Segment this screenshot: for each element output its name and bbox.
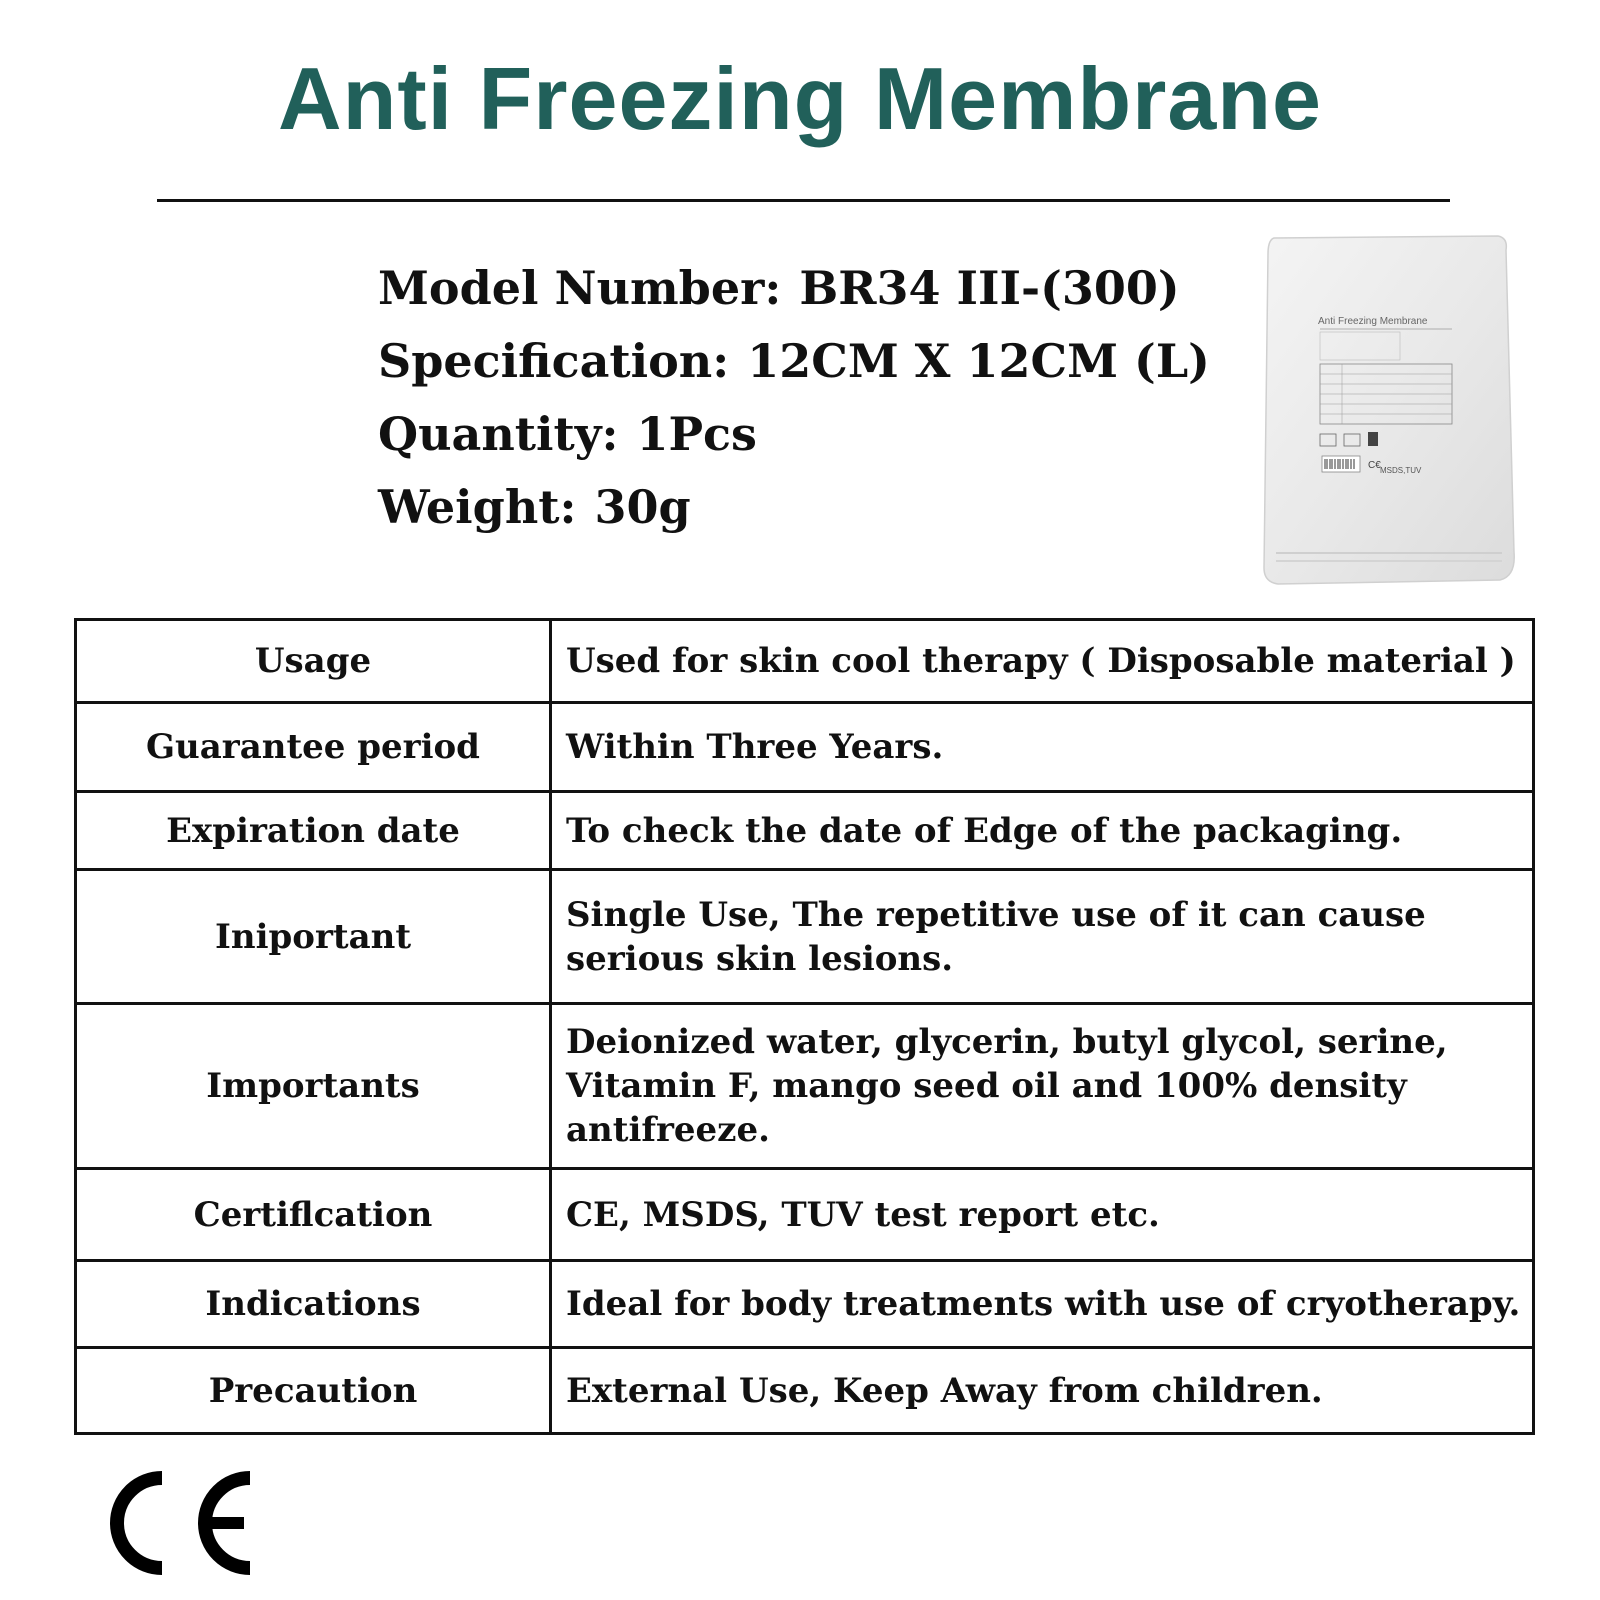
spec-value: 12CM X 12CM (L): [747, 334, 1210, 388]
row-key: Expiration date: [76, 792, 551, 870]
packet-cert: MSDS,TUV: [1380, 466, 1422, 475]
spec-label: Specification:: [378, 334, 730, 388]
spec-weight: [378, 471, 1210, 544]
spec-value: 30g: [594, 480, 691, 534]
spec-label: Weight:: [378, 480, 577, 534]
ce-mark-icon: [100, 1468, 260, 1578]
row-key: Usage: [76, 620, 551, 703]
row-value: Used for skin cool therapy ( Disposable material ): [551, 620, 1534, 703]
row-value: Ideal for body treatments with use of cryotherapy.: [551, 1261, 1534, 1348]
spec-model-number: [378, 252, 1210, 325]
spec-value: BR34 III-(300): [799, 261, 1180, 315]
row-key: Certiflcation: [76, 1169, 551, 1261]
spec-quantity: [378, 398, 1210, 471]
table-row: [76, 1348, 1534, 1434]
table-row: [76, 1004, 1534, 1169]
page-title: Anti Freezing Membrane: [278, 49, 1322, 148]
row-key: Iniportant: [76, 870, 551, 1004]
spec-label: Model Number:: [378, 261, 782, 315]
table-row: [76, 703, 1534, 792]
table-row: [76, 1169, 1534, 1261]
table-row: [76, 620, 1534, 703]
spec-specification: [378, 325, 1210, 398]
title-divider: [157, 199, 1450, 202]
product-packet-image: [1262, 234, 1516, 590]
row-value: Within Three Years.: [551, 703, 1534, 792]
svg-text:C€: C€: [1368, 460, 1381, 471]
product-info-table: [74, 618, 1535, 1435]
row-value: Single Use, The repetitive use of it can cause serious skin lesions.: [551, 870, 1534, 1004]
spec-list: [378, 252, 1210, 544]
table-row: [76, 792, 1534, 870]
row-key: Guarantee period: [76, 703, 551, 792]
row-key: Precaution: [76, 1348, 551, 1434]
table-row: [76, 870, 1534, 1004]
spec-value: 1Pcs: [636, 407, 757, 461]
row-key: Importants: [76, 1004, 551, 1169]
packet-title: Anti Freezing Membrane: [1318, 316, 1428, 327]
row-value: CE, MSDS, TUV test report etc.: [551, 1169, 1534, 1261]
row-value: To check the date of Edge of the packaging.: [551, 792, 1534, 870]
row-value: External Use, Keep Away from children.: [551, 1348, 1534, 1434]
spec-label: Quantity:: [378, 407, 619, 461]
table-row: [76, 1261, 1534, 1348]
packet-illustration: [1262, 234, 1516, 590]
row-key: Indications: [76, 1261, 551, 1348]
row-value: Deionized water, glycerin, butyl glycol, serine, Vitamin F, mango seed oil and 100% density antifreeze.: [551, 1004, 1534, 1169]
